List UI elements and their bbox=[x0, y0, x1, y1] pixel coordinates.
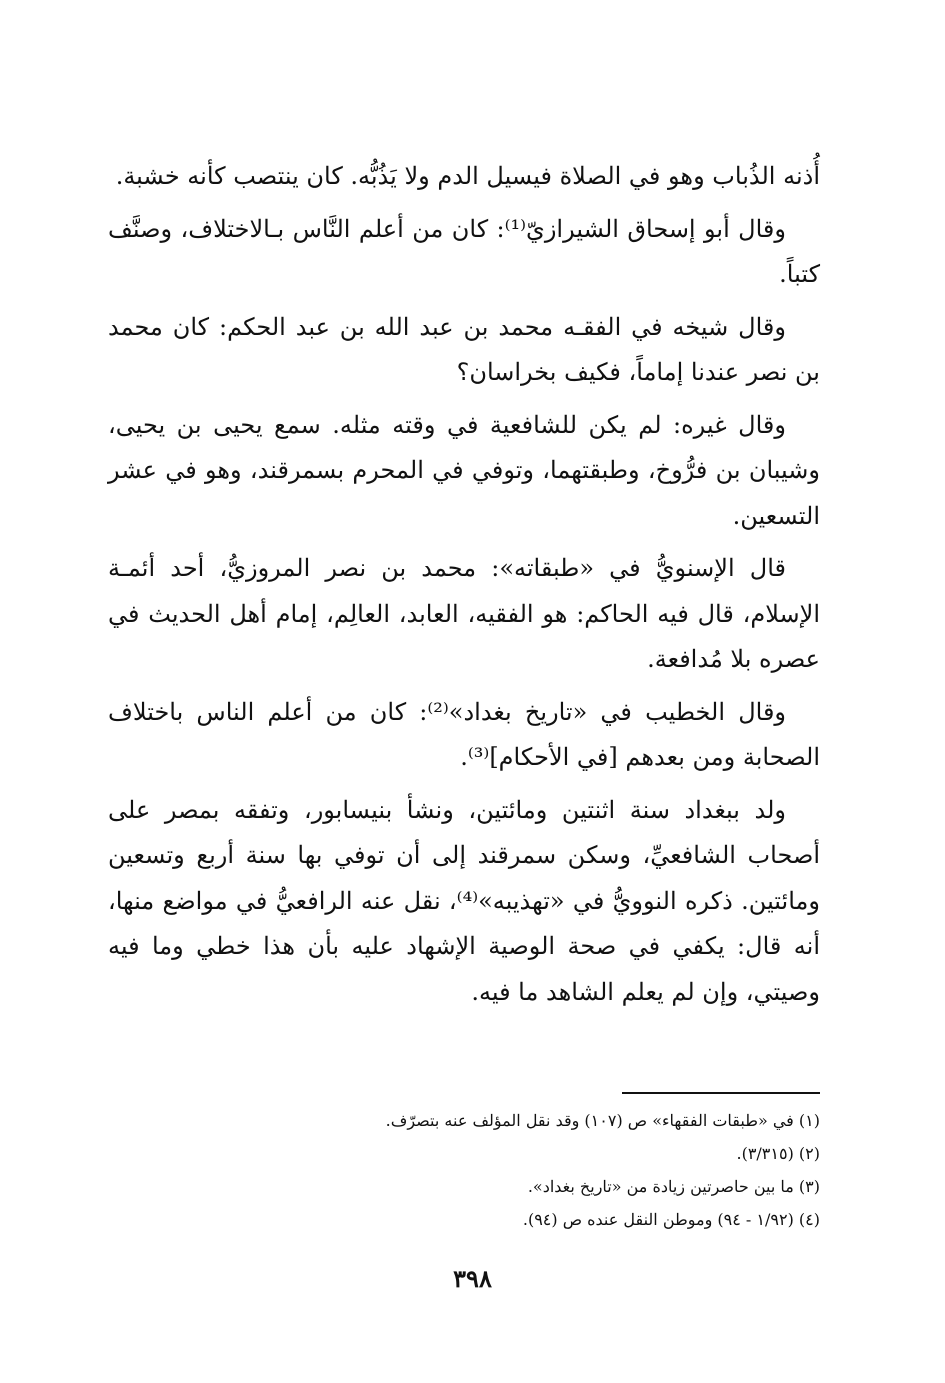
footnote-3: (٣) ما بين حاصرتين زيادة من «تاريخ بغداد». bbox=[527, 1177, 820, 1196]
footnote-2: (٢) (٣/٣١٥). bbox=[736, 1144, 820, 1163]
paragraph-biography: ولد ببغداد سنة اثنتين ومائتين، ونشأ بنيسابور، وتفقه بمصر على أصحاب الشافعيِّ، وسكن سمرقند إلى أن توفي بها سنة أربع وتسعين ومائتين. ذكره النوويُّ في «تهذيبه»⁽⁴⁾، نقل عنه الرافعيُّ في مواضع منها، أنه قال: يكفي في صحة الوصية الإشهاد عليه بأن هذا خطي وما فيه وصيتي، وإن لم يعلم الشاهد ما فيه. bbox=[108, 795, 820, 1006]
page-number: ٣٩٨ bbox=[453, 1264, 492, 1293]
paragraph-khatib-quote: وقال الخطيب في «تاريخ بغداد»⁽²⁾: كان من أعلم الناس باختلاف الصحابة ومن بعدهم [في الأحكام]⁽³⁾. bbox=[108, 697, 820, 771]
footnotes bbox=[300, 1104, 820, 1236]
footnote-separator bbox=[622, 1092, 820, 1094]
paragraph-isnawi-quote: قال الإسنويُّ في «طبقاته»: محمد بن نصر المروزيُّ، أحد أئمـة الإسلام، قال فيه الحاكم: هو الفقيه، العابد، العالِم، إمام أهل الحديث في عصره بلا مُدافعة. bbox=[108, 554, 820, 673]
paragraph-shirazi-quote: وقال أبو إسحاق الشيرازيّ⁽¹⁾: كان من أعلم النَّاس بـالاختلاف، وصنَّف كتباً. bbox=[108, 214, 820, 288]
footnote-1: (١) في «طبقات الفقهاء» ص (١٠٧) وقد نقل المؤلف عنه بتصرّف. bbox=[385, 1111, 820, 1130]
paragraph-shaykh-quote: وقال شيخه في الفقـه محمد بن عبد الله بن عبد الحكم: كان محمد بن نصر عندنا إماماً، فكيف بخراسان؟ bbox=[108, 312, 820, 386]
footnote-4: (٤) (١/٩٢ - ٩٤) وموطن النقل عنده ص (٩٤). bbox=[522, 1210, 820, 1229]
paragraph-continuation: أُذنه الذُباب وهو في الصلاة فيسيل الدم ولا يَذُبُّه. كان ينتصب كأنه خشبة. bbox=[115, 162, 820, 190]
paragraph-others-quote: وقال غيره: لم يكن للشافعية في وقته مثله. سمع يحيى بن يحيى، وشيبان بن فرُّوخ، وطبقتهما، وتوفي في المحرم بسمرقند، وهو في عشر التسعين. bbox=[108, 410, 820, 530]
main-text bbox=[108, 154, 820, 1022]
